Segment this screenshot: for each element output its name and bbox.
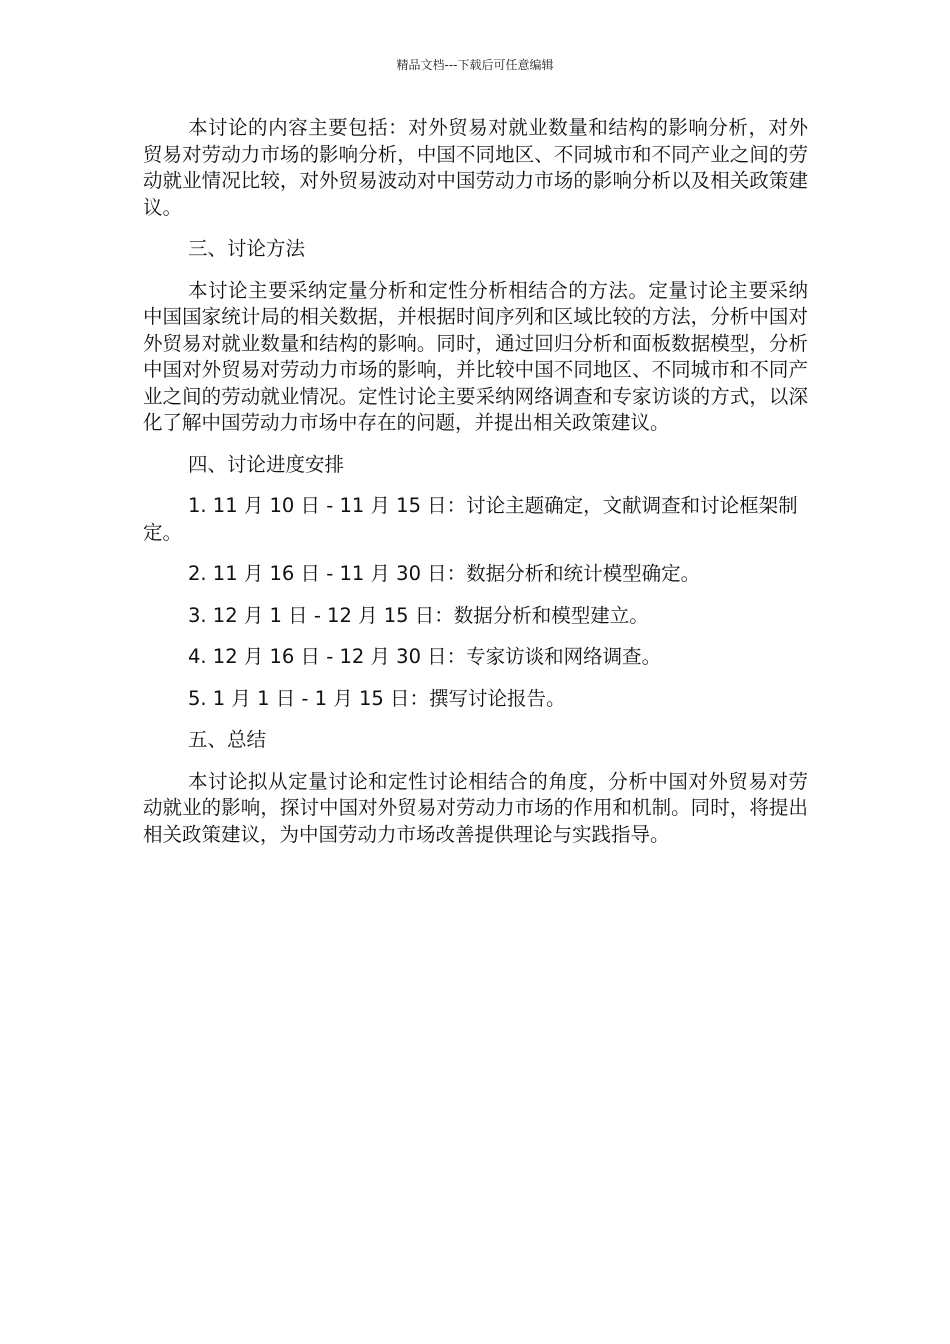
schedule-item: 5. 1 月 1 日 - 1 月 15 日：撰写讨论报告。: [188, 686, 566, 710]
summary-paragraph: 本讨论拟从定量讨论和定性讨论相结合的角度，分析中国对外贸易对劳动就业的影响，探讨中国对外贸易对劳动力市场的作用和机制。同时，将提出相关政策建议，为中国劳动力市场改善提供理论与实践指导。: [143, 769, 808, 846]
document-body: [143, 115, 808, 863]
method-heading: 三、讨论方法: [188, 237, 306, 260]
page-header: 精品文档---下载后可任意编辑: [396, 58, 554, 72]
schedule-item: 3. 12 月 1 日 - 12 月 15 日：数据分析和模型建立。: [188, 603, 649, 627]
schedule-item: 1. 11 月 10 日 - 11 月 15 日：讨论主题确定，文献调查和讨论框架制定。: [143, 494, 798, 544]
schedule-item: 2. 11 月 16 日 - 11 月 30 日：数据分析和统计模型确定。: [188, 562, 701, 585]
schedule-heading: 四、讨论进度安排: [188, 452, 345, 476]
method-paragraph: 本讨论主要采纳定量分析和定性分析相结合的方法。定量讨论主要采纳中国国家统计局的相关数据，并根据时间序列和区域比较的方法，分析中国对外贸易对就业数量和结构的影响。同时，通过回归分析和面板数据模型，分析中国对外贸易对劳动力市场的影响，并比较中国不同地区、不同城市和不同产业之间的劳动就业情况。定性讨论主要采纳网络调查和专家访谈的方式，以深化了解中国劳动力市场中存在的问题，并提出相关政策建议。: [143, 278, 808, 434]
intro-paragraph: 本讨论的内容主要包括：对外贸易对就业数量和结构的影响分析，对外贸易对劳动力市场的影响分析，中国不同地区、不同城市和不同产业之间的劳动就业情况比较，对外贸易波动对中国劳动力市场的影响分析以及相关政策建议。: [143, 116, 808, 219]
summary-heading: 五、总结: [188, 728, 267, 751]
schedule-item: 4. 12 月 16 日 - 12 月 30 日：专家访谈和网络调查。: [188, 645, 662, 668]
